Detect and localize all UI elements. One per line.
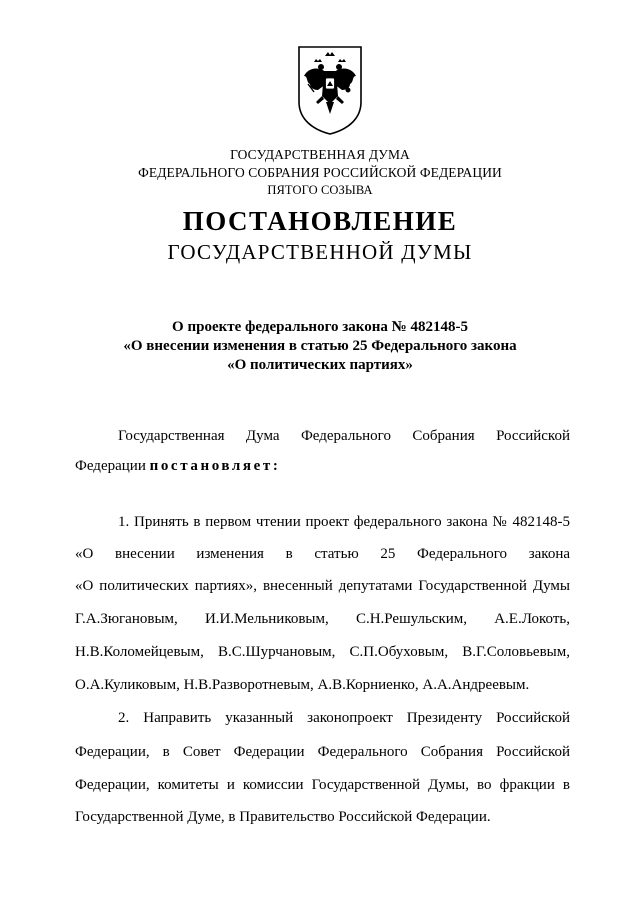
header-line-1: ГОСУДАРСТВЕННАЯ ДУМА: [230, 147, 410, 162]
document-subtitle: ГОСУДАРСТВЕННОЙ ДУМЫ: [167, 240, 473, 264]
preamble-line-1: Государственная Дума Федерального Собрания Российской: [118, 428, 570, 444]
preamble-line-2: [75, 456, 570, 476]
subject-line-1: О проекте федерального закона № 482148-5: [172, 319, 468, 335]
item1-line-5: Н.В.Коломейцевым, В.С.Шурчановым, С.П.Обуховым, В.Г.Соловьевым,: [75, 644, 570, 660]
item2-line-1: 2. Направить указанный законопроект Президенту Российской: [118, 710, 570, 726]
item1-line-1: 1. Принять в первом чтении проект федерального закона № 482148-5: [118, 514, 570, 530]
item1-line-4: Г.А.Зюгановым, И.И.Мельниковым, С.Н.Решульским, А.Е.Локоть,: [75, 611, 570, 627]
preamble-text: Федерации: [75, 458, 150, 474]
item1-line-2: «О внесении изменения в статью 25 Федерального закона: [75, 546, 570, 562]
item1-line-3: «О политических партиях», внесенный депутатами Государственной Думы: [75, 578, 570, 594]
coat-of-arms-icon: [296, 44, 364, 136]
decree-word: постановляет:: [149, 458, 281, 474]
header-line-3: ПЯТОГО СОЗЫВА: [267, 183, 373, 197]
item2-line-4: Государственной Думе, в Правительство Российской Федерации.: [75, 809, 491, 825]
header-line-2: ФЕДЕРАЛЬНОГО СОБРАНИЯ РОССИЙСКОЙ ФЕДЕРАЦИИ: [138, 165, 502, 180]
item2-line-2: Федерации, в Совет Федерации Федерального Собрания Российской: [75, 744, 570, 760]
document-title: ПОСТАНОВЛЕНИЕ: [182, 206, 458, 236]
item2-line-3: Федерации, комитеты и комиссии Государственной Думы, во фракции в: [75, 777, 570, 793]
subject-line-2: «О внесении изменения в статью 25 Федерального закона: [123, 338, 517, 354]
item1-line-6: О.А.Куликовым, Н.В.Разворотневым, А.В.Корниенко, А.А.Андреевым.: [75, 677, 530, 693]
subject-line-3: «О политических партиях»: [227, 357, 413, 373]
